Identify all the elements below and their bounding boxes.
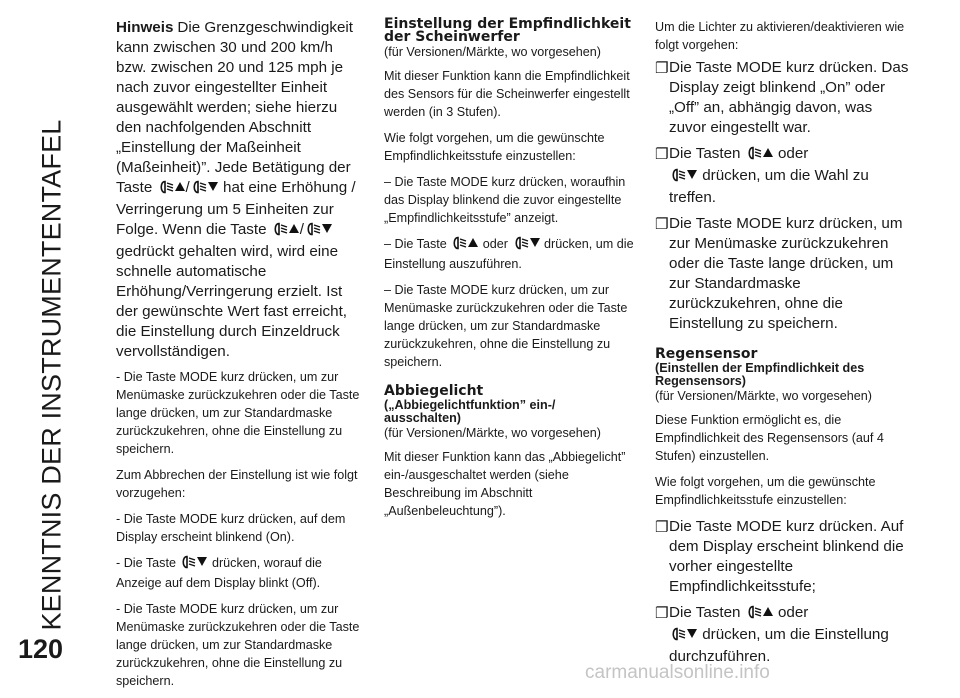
arrow-up-icon	[175, 182, 185, 191]
list-item: ❐ Die Tasten oder drücken, um die Wahl zu treffen.	[655, 145, 869, 206]
lights-up-icon	[745, 605, 762, 625]
list-item: ❐ Die Taste MODE kurz drücken. Das Display zeigt blinkend „On” oder „Off” an, abhängig davon, was zuvor eingestellt war.	[655, 59, 909, 136]
lights-down-icon	[179, 555, 196, 574]
checkbox-bullet-icon: ❐	[655, 60, 669, 77]
arrow-up-icon	[289, 224, 299, 233]
checkbox-bullet-icon: ❐	[655, 605, 669, 622]
hint-label: Hinweis	[116, 19, 174, 36]
lights-down-icon	[669, 627, 686, 647]
lights-down-icon	[304, 222, 321, 242]
list-item: ❐ Die Tasten oder drücken, um die Einstellung durchzuführen.	[655, 604, 889, 665]
page-number: 120	[18, 634, 64, 664]
paragraph: Diese Funktion ermöglicht es, die Empfindlichkeit des Regensensors (auf 4 Stufen) einzustellen.	[655, 413, 884, 463]
arrow-down-icon	[687, 170, 697, 179]
paragraph: Wie folgt vorgehen, um die gewünschte Empfindlichkeitsstufe einzustellen:	[655, 475, 876, 507]
lights-up-icon	[745, 146, 762, 166]
arrow-up-icon	[468, 238, 478, 247]
chapter-title-vertical: KENNTNIS DER INSTRUMENTENTAFEL	[36, 119, 67, 631]
checkbox-bullet-icon: ❐	[655, 216, 669, 233]
paragraph: - Die Taste MODE kurz drücken, um zur Menümaske zurückzukehren oder die Taste lange drücken, um zur Standardmaske zurückzukehren, ohne die Einstellung zu speichern.	[116, 602, 360, 688]
lights-up-icon	[271, 222, 288, 242]
lights-down-icon	[512, 236, 529, 255]
lights-up-icon	[157, 180, 174, 200]
note: (für Versionen/Märkte, wo vorgesehen)	[384, 45, 601, 59]
paragraph: Wie folgt vorgehen, um die gewünschte Empfindlichkeitsstufe einzustellen:	[384, 131, 605, 163]
paragraph: - Die Taste drücken, worauf die Anzeige auf dem Display blinkt (Off).	[116, 556, 322, 590]
paragraph: Um die Lichter zu aktivieren/deaktivieren wie folgt vorgehen:	[655, 20, 905, 52]
arrow-down-icon	[530, 238, 540, 247]
checkbox-bullet-icon: ❐	[655, 519, 669, 536]
section-heading: Einstellung der Empfindlichkeit der Scheinwerfer	[384, 16, 631, 45]
list-item: ❐ Die Taste MODE kurz drücken, um zur Menümaske zurückzukehren oder die Taste lange drücken, um zur Standardmaske zurückzukehren, ohne die Einstellung zu speichern.	[655, 215, 903, 332]
paragraph: – Die Taste MODE kurz drücken, um zur Menümaske zurückzukehren oder die Taste lange drücken, um zur Standardmaske zurückzukehren, ohne die Einstellung zu speichern.	[384, 283, 628, 369]
subheading: („Abbiegelichtfunktion” ein-/ ausschalten)	[384, 398, 556, 425]
note: (für Versionen/Märkte, wo vorgesehen)	[384, 426, 601, 440]
column-3	[655, 18, 910, 673]
paragraph: Mit dieser Funktion kann das „Abbiegelicht” ein-/ausgeschaltet werden (siehe Beschreibung im Abschnitt „Außenbeleuchtung”).	[384, 450, 626, 518]
lights-down-icon	[190, 180, 207, 200]
hint-paragraph: Hinweis Die Grenzgeschwindigkeit kann zwischen 30 und 200 km/h bzw. zwischen 20 und 125 mph je nach zuvor eingestellter Einheit ausgewählt werden; siehe hierzu den nachfolgenden Abschnitt „Einstellung der Maßeinheit (Maßeinheit)”. Jede Betätigung der Taste / hat eine Erhöhung / Verringerung um 5 Einheiten zur Folge. Wenn die Taste / gedrückt gehalten wird, wird eine schnelle automatische Erhöhung/Verringerung erzielt. Ist der gewünschte Wert fast erreicht, die Einstellung durch Einzeldruck vervollständigen.	[116, 19, 356, 360]
arrow-down-icon	[687, 629, 697, 638]
lights-up-icon	[450, 236, 467, 255]
checkbox-bullet-icon: ❐	[655, 146, 669, 163]
watermark: carmanualsonline.info	[585, 662, 770, 683]
column-1	[116, 18, 364, 698]
note: (für Versionen/Märkte, wo vorgesehen)	[655, 389, 872, 403]
subheading: (Einstellen der Empfindlichkeit des Regensensors)	[655, 361, 865, 388]
arrow-up-icon	[763, 607, 773, 616]
paragraph: Mit dieser Funktion kann die Empfindlichkeit des Sensors für die Scheinwerfer eingestellt werden (in 3 Stufen).	[384, 69, 630, 119]
paragraph: Zum Abbrechen der Einstellung ist wie folgt vorzugehen:	[116, 468, 358, 500]
paragraph: - Die Taste MODE kurz drücken, um zur Menümaske zurückzukehren oder die Taste lange drücken, um zur Standardmaske zurückzukehren, ohne die Einstellung zu speichern.	[116, 370, 360, 456]
arrow-down-icon	[208, 182, 218, 191]
paragraph: - Die Taste MODE kurz drücken, auf dem Display erscheint blinkend (On).	[116, 512, 346, 544]
section-heading: Abbiegelicht	[384, 383, 484, 399]
paragraph: – Die Taste oder drücken, um die Einstellung auszuführen.	[384, 237, 634, 271]
arrow-up-icon	[763, 148, 773, 157]
section-heading: Regensensor	[655, 346, 758, 362]
lights-down-icon	[669, 168, 686, 188]
arrow-down-icon	[197, 557, 207, 566]
list-item: ❐ Die Taste MODE kurz drücken. Auf dem Display erscheint blinkend die vorher eingestellte Empfindlichkeitsstufe;	[655, 518, 904, 595]
paragraph: – Die Taste MODE kurz drücken, woraufhin das Display blinkend die zuvor eingestellte „Empfindlichkeitsstufe” anzeigt.	[384, 175, 626, 225]
arrow-down-icon	[322, 224, 332, 233]
column-2	[384, 18, 634, 528]
